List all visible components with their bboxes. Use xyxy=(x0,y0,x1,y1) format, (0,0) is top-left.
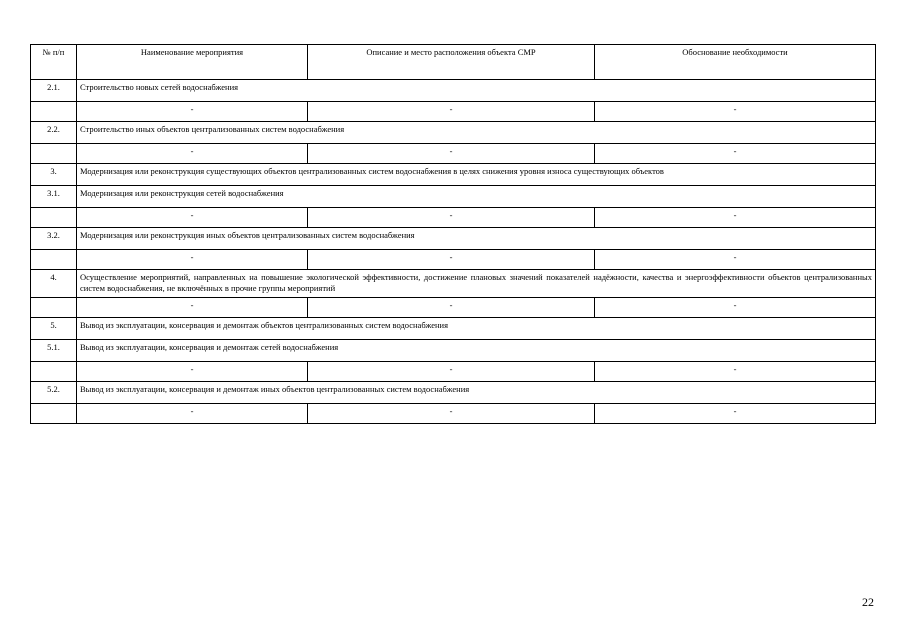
row-title: Вывод из эксплуатации, консервация и демонтаж иных объектов централизованных систем водоснабжения xyxy=(77,381,876,403)
dash-cell: - xyxy=(308,102,595,122)
header-number: № п/п xyxy=(31,45,77,80)
dash-cell: - xyxy=(308,403,595,423)
header-measure-name: Наименование мероприятия xyxy=(77,45,308,80)
empty-cell xyxy=(31,403,77,423)
row-number: 5.2. xyxy=(31,381,77,403)
row-number: 5. xyxy=(31,317,77,339)
row-title: Модернизация или реконструкция сетей водоснабжения xyxy=(77,186,876,208)
empty-cell xyxy=(31,208,77,228)
row-title: Модернизация или реконструкция иных объектов централизованных систем водоснабжения xyxy=(77,228,876,250)
empty-cell xyxy=(31,102,77,122)
dash-cell: - xyxy=(595,208,876,228)
dash-cell: - xyxy=(308,361,595,381)
row-number: 3. xyxy=(31,164,77,186)
dash-cell: - xyxy=(595,403,876,423)
empty-row xyxy=(31,361,876,381)
dash-cell: - xyxy=(595,144,876,164)
empty-cell xyxy=(31,297,77,317)
section-row xyxy=(31,164,876,186)
empty-cell xyxy=(31,144,77,164)
empty-row xyxy=(31,208,876,228)
empty-row xyxy=(31,102,876,122)
row-number: 2.1. xyxy=(31,80,77,102)
empty-row xyxy=(31,144,876,164)
table-header-row xyxy=(31,45,876,80)
page-number: 22 xyxy=(862,595,874,609)
section-row xyxy=(31,122,876,144)
dash-cell: - xyxy=(308,144,595,164)
dash-cell: - xyxy=(595,250,876,270)
dash-cell: - xyxy=(77,403,308,423)
section-row xyxy=(31,339,876,361)
dash-cell: - xyxy=(595,102,876,122)
dash-cell: - xyxy=(595,297,876,317)
section-row xyxy=(31,270,876,298)
section-row xyxy=(31,317,876,339)
row-title: Вывод из эксплуатации, консервация и демонтаж сетей водоснабжения xyxy=(77,339,876,361)
row-title: Строительство новых сетей водоснабжения xyxy=(77,80,876,102)
dash-cell: - xyxy=(308,250,595,270)
row-number: 4. xyxy=(31,270,77,298)
dash-cell: - xyxy=(77,361,308,381)
row-title: Строительство иных объектов централизованных систем водоснабжения xyxy=(77,122,876,144)
header-description: Описание и место расположения объекта СМР xyxy=(308,45,595,80)
section-row xyxy=(31,228,876,250)
dash-cell: - xyxy=(595,361,876,381)
section-row xyxy=(31,381,876,403)
empty-row xyxy=(31,297,876,317)
dash-cell: - xyxy=(308,208,595,228)
dash-cell: - xyxy=(77,250,308,270)
dash-cell: - xyxy=(77,208,308,228)
row-number: 3.2. xyxy=(31,228,77,250)
empty-row xyxy=(31,250,876,270)
row-title: Осуществление мероприятий, направленных на повышение экологической эффективности, достижение плановых значений показателей надёжности, качества и энергоэффективности объектов централизованных систем водоснабжения, не включённых в прочие группы мероприятий xyxy=(77,270,876,298)
row-number: 2.2. xyxy=(31,122,77,144)
dash-cell: - xyxy=(77,297,308,317)
row-number: 3.1. xyxy=(31,186,77,208)
measures-table xyxy=(30,44,876,424)
section-row xyxy=(31,80,876,102)
header-justification: Обоснование необходимости xyxy=(595,45,876,80)
row-title: Модернизация или реконструкция существующих объектов централизованных систем водоснабжения в целях снижения уровня износа существующих объектов xyxy=(77,164,876,186)
row-title: Вывод из эксплуатации, консервация и демонтаж объектов централизованных систем водоснабжения xyxy=(77,317,876,339)
dash-cell: - xyxy=(77,102,308,122)
dash-cell: - xyxy=(77,144,308,164)
empty-cell xyxy=(31,361,77,381)
dash-cell: - xyxy=(308,297,595,317)
empty-cell xyxy=(31,250,77,270)
row-number: 5.1. xyxy=(31,339,77,361)
section-row xyxy=(31,186,876,208)
empty-row xyxy=(31,403,876,423)
